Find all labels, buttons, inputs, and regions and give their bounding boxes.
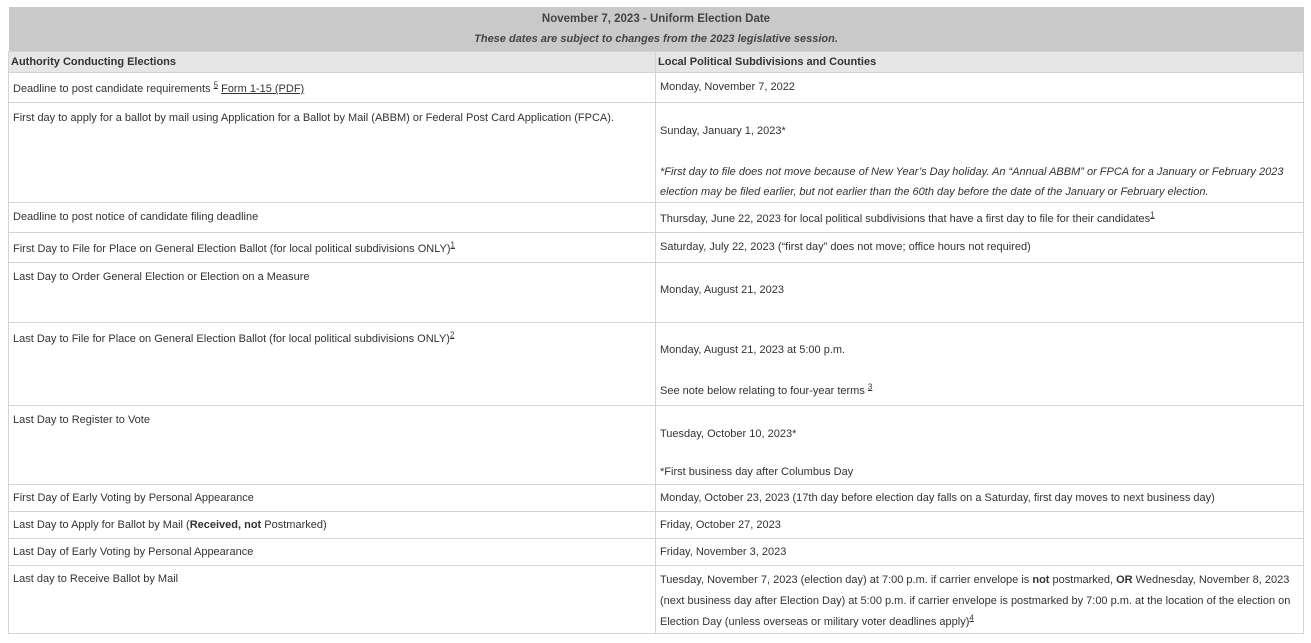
footnote-ref[interactable]: 1 [1150, 210, 1155, 220]
row-value [656, 566, 1304, 634]
table-row [9, 203, 1304, 233]
row-value: Saturday, July 22, 2023 (“first day” does not move; office hours not required) [656, 233, 1304, 263]
row-value [656, 323, 1304, 406]
row-value-note: *First business day after Columbus Day [660, 466, 854, 478]
table-row [9, 512, 1304, 539]
row-value: Monday, November 7, 2022 [656, 73, 1304, 103]
row-value: Monday, October 23, 2023 (17th day before election day falls on a Saturday, first day moves to next business day) [656, 485, 1304, 512]
row-value-date: Sunday, January 1, 2023* [660, 125, 786, 137]
row-label: Last Day to Order General Election or Election on a Measure [9, 263, 656, 323]
row-value-note: election may be filed earlier, but not earlier than the 60th day before the date of the January or February election. [660, 186, 1209, 198]
row-value-date: Monday, August 21, 2023 at 5:00 p.m. [660, 344, 846, 356]
row-label: Deadline to post notice of candidate filing deadline [9, 203, 656, 233]
row-value-note [660, 384, 1299, 398]
table-row [9, 406, 1304, 485]
row-label-text: Last Day to Apply for Ballot by Mail ( [13, 519, 190, 531]
row-label-text: First Day to File for Place on General Election Ballot (for local political subdivisions ONLY) [13, 243, 451, 255]
table-title: November 7, 2023 - Uniform Election Date [541, 13, 771, 25]
row-label: Last Day to Register to Vote [9, 406, 656, 485]
table-row [9, 323, 1304, 406]
row-value: Friday, October 27, 2023 [656, 512, 1304, 539]
row-value-text: Tuesday, November 7, 2023 (election day) at 7:00 p.m. if carrier envelope is [660, 574, 1033, 586]
row-value [656, 406, 1304, 485]
row-value-text: Wednesday, November 8, 2023 [1132, 574, 1290, 586]
row-value-emphasis: OR [1116, 574, 1133, 586]
row-label: Last Day of Early Voting by Personal Appearance [9, 539, 656, 566]
table-row [9, 539, 1304, 566]
election-calendar [8, 7, 1303, 634]
form-1-15-link[interactable]: Form 1-15 (PDF) [221, 83, 305, 95]
column-header-local: Local Political Subdivisions and Counties [656, 52, 1304, 73]
column-header-row [9, 52, 1304, 73]
footnote-ref[interactable]: 3 [867, 382, 873, 392]
row-value-emphasis: not [1032, 574, 1050, 586]
row-value-text: Election Day (unless overseas or military voter deadlines apply) [660, 616, 970, 628]
table-row [9, 233, 1304, 263]
table-row [9, 103, 1304, 203]
footnote-ref[interactable]: 5 [213, 80, 219, 90]
table-row [9, 485, 1304, 512]
row-label [9, 512, 656, 539]
row-value-text: Thursday, June 22, 2023 for local political subdivisions that have a first day to file for their candidates [660, 213, 1151, 225]
row-value [656, 203, 1304, 233]
table-subtitle: These dates are subject to changes from the 2023 legislative session. [474, 33, 838, 45]
row-value-text: postmarked, [1049, 574, 1117, 586]
row-label [9, 323, 656, 406]
election-dates-table [8, 7, 1304, 634]
row-label-text: Deadline to post candidate requirements [13, 83, 214, 95]
row-label-emphasis: Received, not [189, 519, 262, 531]
table-title-cell [9, 7, 1304, 52]
table-row [9, 566, 1304, 634]
footnote-ref[interactable]: 2 [449, 330, 455, 340]
table-row [9, 263, 1304, 323]
row-label-text: Last Day to File for Place on General Election Ballot (for local political subdivisions ONLY) [13, 333, 450, 345]
row-value-line [660, 612, 1299, 633]
row-value-note: *First day to file does not move because of New Year’s Day holiday. An “Annual ABBM” or FPCA for a January or February 2023 [660, 166, 1284, 178]
row-value-line [660, 570, 1299, 591]
row-label [9, 233, 656, 263]
footnote-ref[interactable]: 4 [969, 613, 974, 623]
row-value-line: (next business day after Election Day) at 5:00 p.m. if carrier envelope is postmarked by 7:00 p.m. at the location of the election on [660, 595, 1291, 607]
row-label: First day to apply for a ballot by mail using Application for a Ballot by Mail (ABBM) or Federal Post Card Application (FPCA). [9, 103, 656, 203]
row-label-text: Postmarked) [261, 519, 327, 531]
table-row [9, 73, 1304, 103]
row-value: Friday, November 3, 2023 [656, 539, 1304, 566]
row-value: Monday, August 21, 2023 [656, 263, 1304, 323]
row-label: Last day to Receive Ballot by Mail [9, 566, 656, 634]
column-header-authority: Authority Conducting Elections [9, 52, 656, 73]
row-label [9, 73, 656, 103]
row-value [656, 103, 1304, 203]
footnote-ref[interactable]: 1 [450, 240, 455, 250]
row-label: First Day of Early Voting by Personal Appearance [9, 485, 656, 512]
row-value-date: Tuesday, October 10, 2023* [660, 428, 797, 440]
table-title-row [9, 7, 1304, 52]
row-value-note-text: See note below relating to four-year terms [660, 385, 868, 397]
